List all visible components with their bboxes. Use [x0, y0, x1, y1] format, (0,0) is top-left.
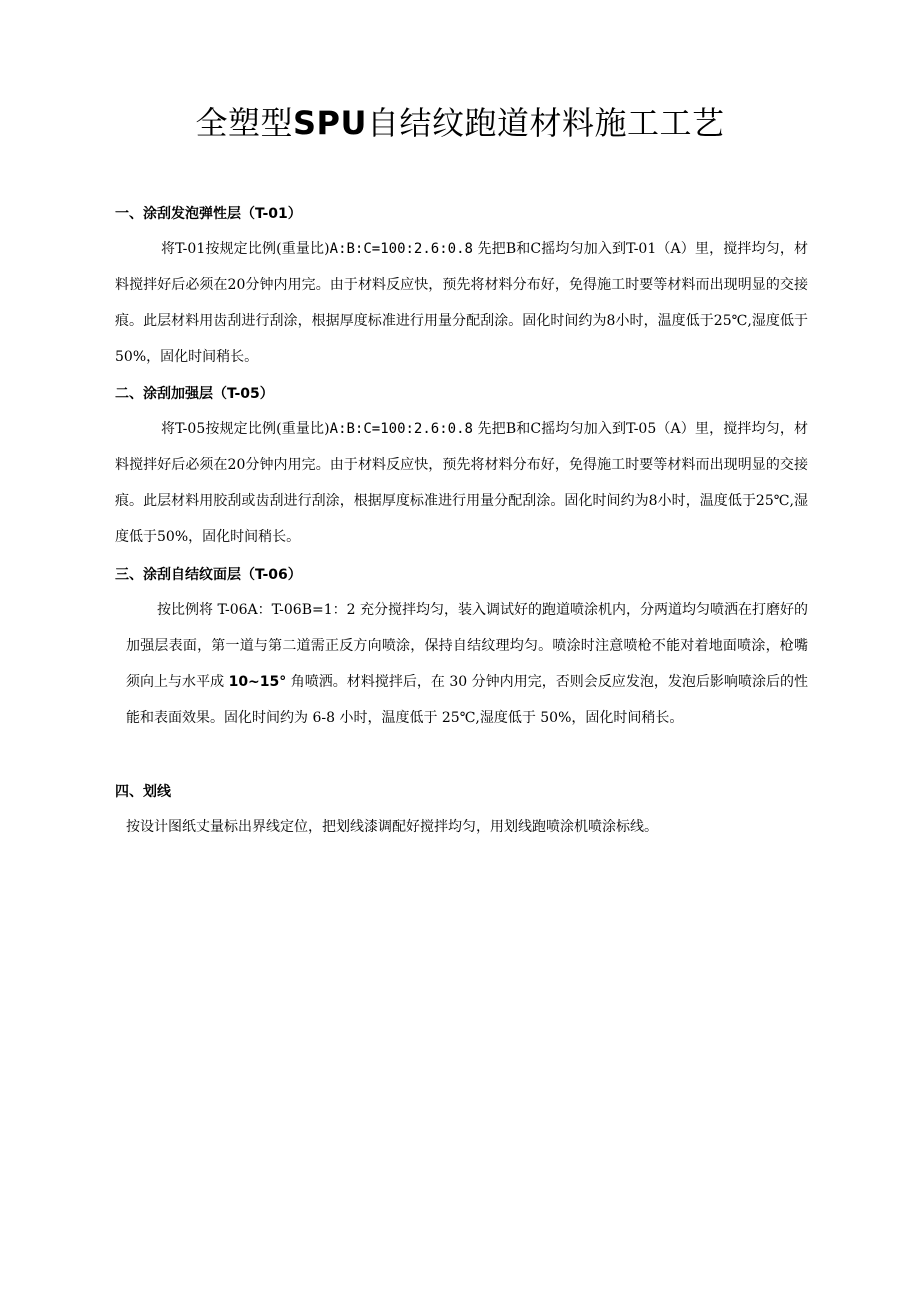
title-latin: SPU [293, 104, 367, 142]
section-3-angle: 10~15° [228, 674, 287, 690]
section-2-heading: 二、涂刮加强层（T-05） [115, 386, 274, 402]
title-prefix: 全塑型 [195, 104, 293, 142]
section-1-ratio: A:B:C=100:2.6:0.8 [329, 241, 473, 257]
title-suffix: 自结纹跑道材料施工工艺 [366, 104, 725, 142]
section-1-lead: 将T-01按规定比例(重量比) [161, 241, 330, 257]
section-2-ratio: A:B:C=100:2.6:0.8 [329, 421, 473, 437]
section-3-heading: 三、涂刮自结纹面层（T-06） [115, 567, 302, 583]
section-3-paragraph [126, 592, 808, 736]
section-2-rest: 先把B和C摇均匀加入到T-05（A）里，搅拌均匀，材料搅拌好后必须在20分钟内用完。由于材料反应快，预先将材料分布好，免得施工时要等材料而出现明显的交接痕。此层材料用胶刮或齿刮进行刮涂，根据厚度标准进行用量分配刮涂。固化时间约为8小时，温度低于25℃,湿度低于50%，固化时间稍长。 [115, 421, 808, 545]
section-4-paragraph: 按设计图纸丈量标出界线定位，把划线漆调配好搅拌均匀，用划线跑喷涂机喷涂标线。 [126, 819, 658, 835]
section-1-heading: 一、涂刮发泡弹性层（T-01） [115, 206, 302, 222]
section-2-lead: 将T-05按规定比例(重量比) [161, 421, 330, 437]
section-1-rest: 先把B和C摇均匀加入到T-01（A）里，搅拌均匀，材料搅拌好后必须在20分钟内用完。由于材料反应快，预先将材料分布好，免得施工时要等材料而出现明显的交接痕。此层材料用齿刮进行刮涂，根据厚度标准进行用量分配刮涂。固化时间约为8小时，温度低于25℃,湿度低于50%，固化时间稍长。 [115, 241, 808, 365]
document-title [0, 100, 920, 146]
section-3-lead: 按比例将 T-06A：T-06B=1：2 充分搅拌均匀，装入调试好的跑道喷涂机内，分两道均匀喷洒在打磨好的加强层表面，第一道与第二道需正反方向喷涂，保持自结纹理均匀。喷涂时注意喷枪不能对着地面喷涂，枪嘴须向上与水平成 [126, 602, 808, 690]
section-4-heading: 四、划线 [115, 784, 171, 800]
section-1-paragraph [115, 231, 808, 375]
section-3-rest: 角喷洒。材料搅拌后，在 30 分钟内用完，否则会反应发泡，发泡后影响喷涂后的性能和表面效果。固化时间约为 6-8 小时，温度低于 25℃,湿度低于 50%，固化时间稍长。 [126, 674, 808, 726]
section-2-paragraph [115, 411, 808, 555]
